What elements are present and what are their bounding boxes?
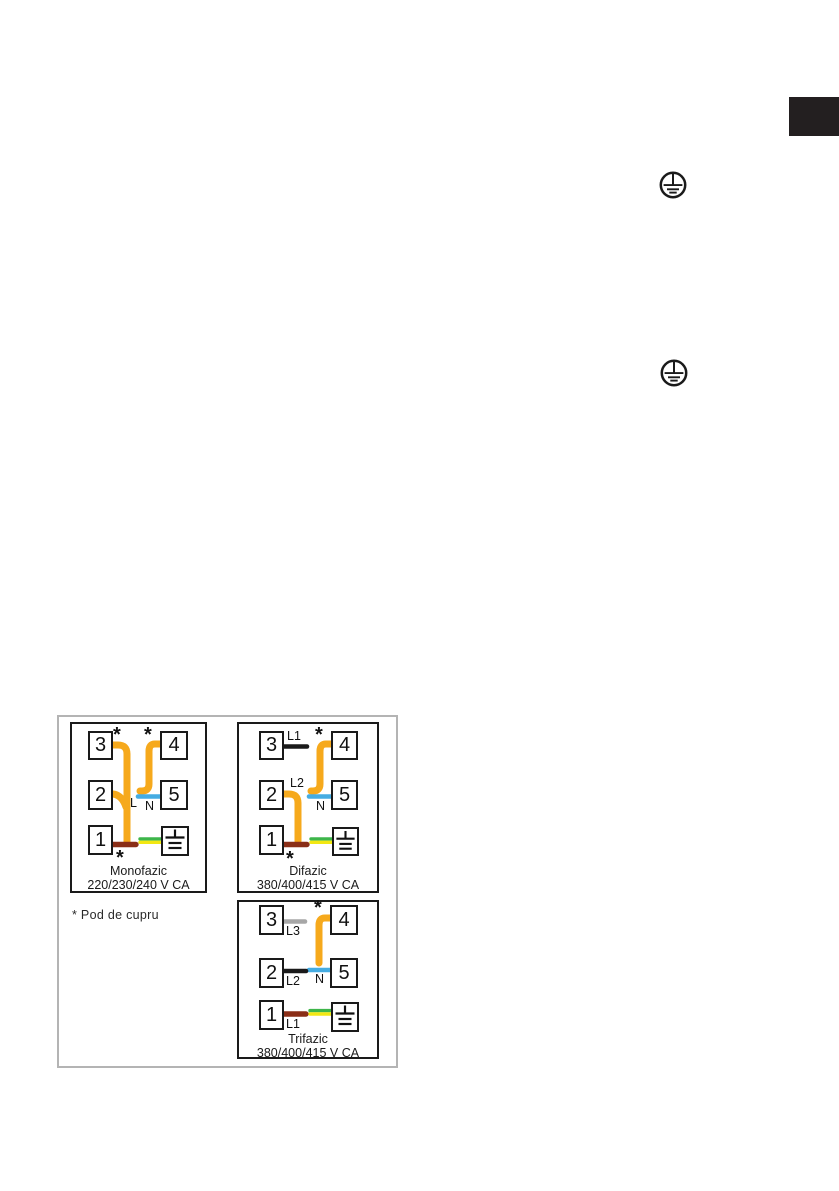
di-terminal-3 [259, 731, 284, 760]
bridge-mark: * [286, 848, 294, 870]
earth-ground-icon [333, 1004, 357, 1030]
terminal-number: 1 [265, 1003, 278, 1026]
tri-terminal-5 [330, 958, 358, 988]
l3-label: L3 [286, 924, 300, 938]
terminal-number: 2 [265, 961, 278, 984]
di-terminal-1 [259, 825, 284, 855]
l1-label: L1 [287, 729, 301, 743]
tri-earth-terminal [331, 1002, 359, 1032]
terminal-number: 5 [168, 783, 180, 806]
tri-terminal-2 [259, 958, 284, 988]
bridge-mark: * [315, 724, 323, 746]
l2-label: L2 [290, 776, 304, 790]
live-label: L [130, 796, 137, 810]
terminal-number: 3 [265, 734, 278, 756]
neutral-label: N [316, 799, 326, 813]
mono-terminal-5 [160, 780, 188, 810]
mono-terminal-3 [88, 731, 113, 760]
tri-terminal-3 [259, 905, 284, 935]
tri-terminal-1 [259, 1000, 284, 1030]
di-terminal-4 [331, 731, 358, 760]
l2-label: L2 [286, 974, 300, 988]
mono-earth-terminal [161, 826, 189, 856]
terminal-number: 4 [338, 734, 351, 756]
di-earth-terminal [332, 827, 359, 856]
tri-terminal-4 [330, 905, 358, 935]
terminal-number: 4 [168, 734, 180, 756]
di-terminal-2 [259, 780, 284, 810]
panel-voltage: 380/400/415 V CA [256, 1046, 360, 1060]
earth-ground-icon [163, 828, 187, 854]
page-edge-tab [789, 97, 839, 136]
mono-terminal-4 [160, 731, 188, 760]
terminal-number: 3 [265, 908, 278, 931]
di-terminal-5 [331, 780, 358, 810]
bridge-mark: * [144, 724, 152, 746]
terminal-number: 2 [94, 783, 107, 806]
l1-label: L1 [286, 1017, 300, 1031]
earth-ground-icon [334, 829, 357, 855]
panel-name: Monofazic [110, 864, 167, 878]
panel-voltage: 380/400/415 V CA [256, 878, 360, 892]
panel-voltage: 220/230/240 V CA [87, 878, 190, 892]
terminal-number: 3 [94, 734, 107, 756]
copper-bridge-footnote: * Pod de cupru [72, 908, 159, 922]
terminal-number: 1 [94, 828, 107, 851]
terminal-number: 5 [338, 783, 351, 806]
mono-terminal-2 [88, 780, 113, 810]
panel-name: Trifazic [288, 1032, 328, 1046]
panel-name: Difazic [289, 864, 327, 878]
protective-earth-icon [658, 170, 688, 200]
terminal-number: 2 [265, 783, 278, 806]
terminal-number: 1 [265, 828, 278, 851]
bridge-mark: * [116, 847, 124, 869]
neutral-label: N [315, 972, 325, 986]
protective-earth-icon [659, 358, 689, 388]
bridge-mark: * [113, 724, 121, 746]
neutral-label: N [145, 799, 155, 813]
bridge-mark: * [314, 897, 322, 919]
terminal-number: 5 [338, 961, 350, 984]
terminal-number: 4 [338, 908, 350, 931]
mono-terminal-1 [88, 825, 113, 855]
